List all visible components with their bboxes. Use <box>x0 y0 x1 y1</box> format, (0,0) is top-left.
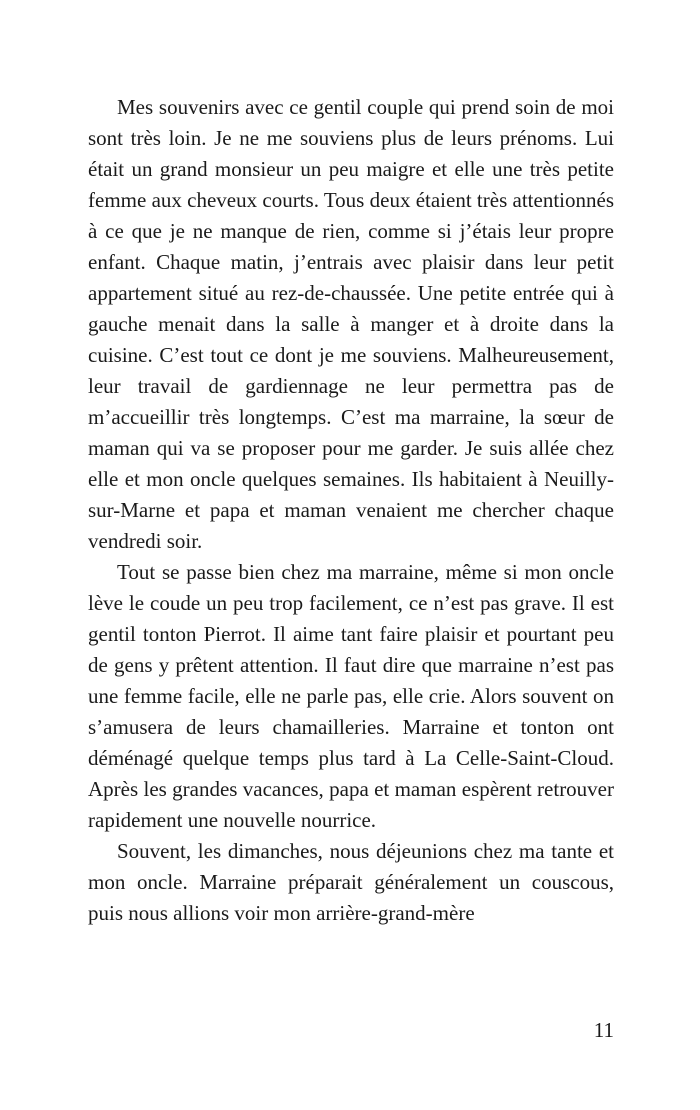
paragraph-1: Mes souvenirs avec ce gentil couple qui prend soin de moi sont très loin. Je ne me souviens plus de leurs prénoms. Lui était un grand monsieur un peu maigre et elle une très petite femme aux cheveux courts. Tous deux étaient très attentionnés à ce que je ne manque de rien, comme si j’étais leur propre enfant. Chaque matin, j’entrais avec plaisir dans leur petit appartement situé au rez-de-chaussée. Une petite entrée qui à gauche menait dans la salle à manger et à droite dans la cuisine. C’est tout ce dont je me souviens. Malheureusement, leur travail de gardiennage ne leur permettra pas de m’accueillir très longtemps. C’est ma marraine, la sœur de maman qui va se proposer pour me garder. Je suis allée chez elle et mon oncle quelques semaines. Ils habitaient à Neuilly-sur-Marne et papa et maman venaient me chercher chaque vendredi soir. <box>88 95 614 553</box>
body-text <box>88 92 614 929</box>
page-number: 11 <box>593 1018 614 1042</box>
paragraph-3: Souvent, les dimanches, nous déjeunions chez ma tante et mon oncle. Marraine préparait généralement un couscous, puis nous allions voir mon arrière-grand-mère <box>88 839 614 925</box>
paragraph-2: Tout se passe bien chez ma marraine, même si mon oncle lève le coude un peu trop facilement, ce n’est pas grave. Il est gentil tonton Pierrot. Il aime tant faire plaisir et pourtant peu de gens y prêtent attention. Il faut dire que marraine n’est pas une femme facile, elle ne parle pas, elle crie. Alors souvent on s’amusera de leurs chamailleries. Marraine et tonton ont déménagé quelque temps plus tard à La Celle-Saint-Cloud. Après les grandes vacances, papa et maman espèrent retrouver rapidement une nouvelle nourrice. <box>88 560 614 832</box>
